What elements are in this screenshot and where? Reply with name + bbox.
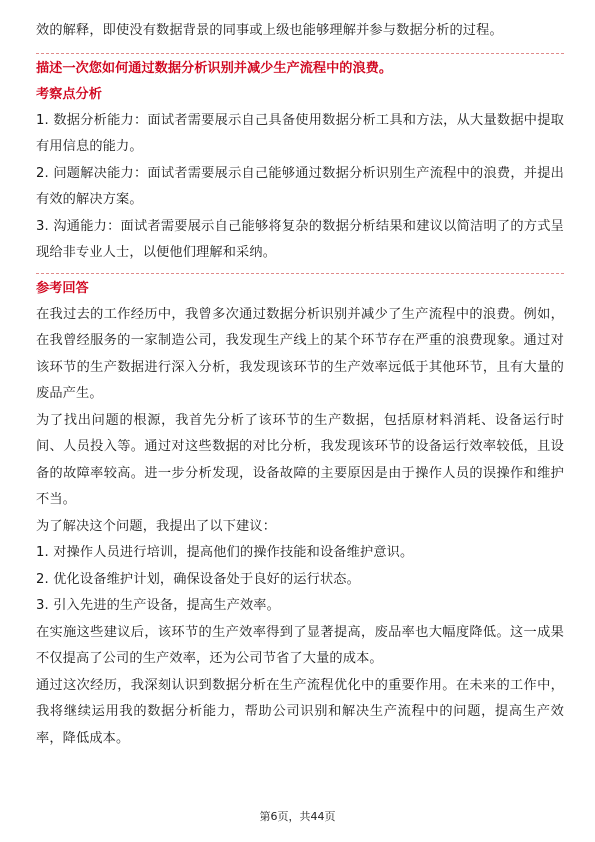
answer-paragraph: 为了找出问题的根源，我首先分析了该环节的生产数据，包括原材料消耗、设备运行时间、人员投入等。通过对这些数据的对比分析，我发现该环节的设备运行效率较低，且设备的故障率较高。进一步分析发现，设备故障的主要原因是由于操作人员的误操作和维护不当。 xyxy=(36,412,564,507)
analysis-heading: 考察点分析 xyxy=(36,86,102,102)
intro-tail-text: 效的解释，即使没有数据背景的同事或上级也能够理解并参与数据分析的过程。 xyxy=(36,23,503,38)
answer-list-item: 1. 对操作人员进行培训，提高他们的操作技能和设备维护意识。 xyxy=(36,545,414,560)
answer-paragraph: 在实施这些建议后，该环节的生产效率得到了显著提高，废品率也大幅度降低。这一成果不仅提高了公司的生产效率，还为公司节省了大量的成本。 xyxy=(36,624,564,666)
answer-paragraph: 为了解决这个问题，我提出了以下建议： xyxy=(36,518,277,534)
answer-paragraph: 在我过去的工作经历中，我曾多次通过数据分析识别并减少了生产流程中的浪费。例如，在我曾经服务的一家制造公司，我发现生产线上的某个环节存在严重的浪费现象。通过对该环节的生产数据进行深入分析，我发现该环节的生产效率远低于其他环节，且有大量的废品产生。 xyxy=(36,306,564,401)
section-divider xyxy=(36,273,564,274)
answer-list-item: 3. 引入先进的生产设备，提高生产效率。 xyxy=(36,598,280,613)
analysis-point: 1. 数据分析能力：面试者需要展示自己具备使用数据分析工具和方法，从大量数据中提取有用信息的能力。 xyxy=(36,112,564,154)
answer-paragraph: 通过这次经历，我深刻认识到数据分析在生产流程优化中的重要作用。在未来的工作中，我将继续运用我的数据分析能力，帮助公司识别和解决生产流程中的问题，提高生产效率，降低成本。 xyxy=(36,677,564,746)
section-divider xyxy=(36,53,564,54)
analysis-point: 2. 问题解决能力：面试者需要展示自己能够通过数据分析识别生产流程中的浪费，并提出有效的解决方案。 xyxy=(36,165,564,207)
page-footer: 第6页，共44页 xyxy=(259,810,336,823)
answer-list-item: 2. 优化设备维护计划，确保设备处于良好的运行状态。 xyxy=(36,571,360,587)
analysis-point: 3. 沟通能力：面试者需要展示自己能够将复杂的数据分析结果和建议以简洁明了的方式呈现给非专业人士，以便他们理解和采纳。 xyxy=(36,218,564,260)
answer-heading: 参考回答 xyxy=(36,280,89,296)
document-page xyxy=(36,0,564,752)
question-text: 描述一次您如何通过数据分析识别并减少生产流程中的浪费。 xyxy=(36,60,393,76)
